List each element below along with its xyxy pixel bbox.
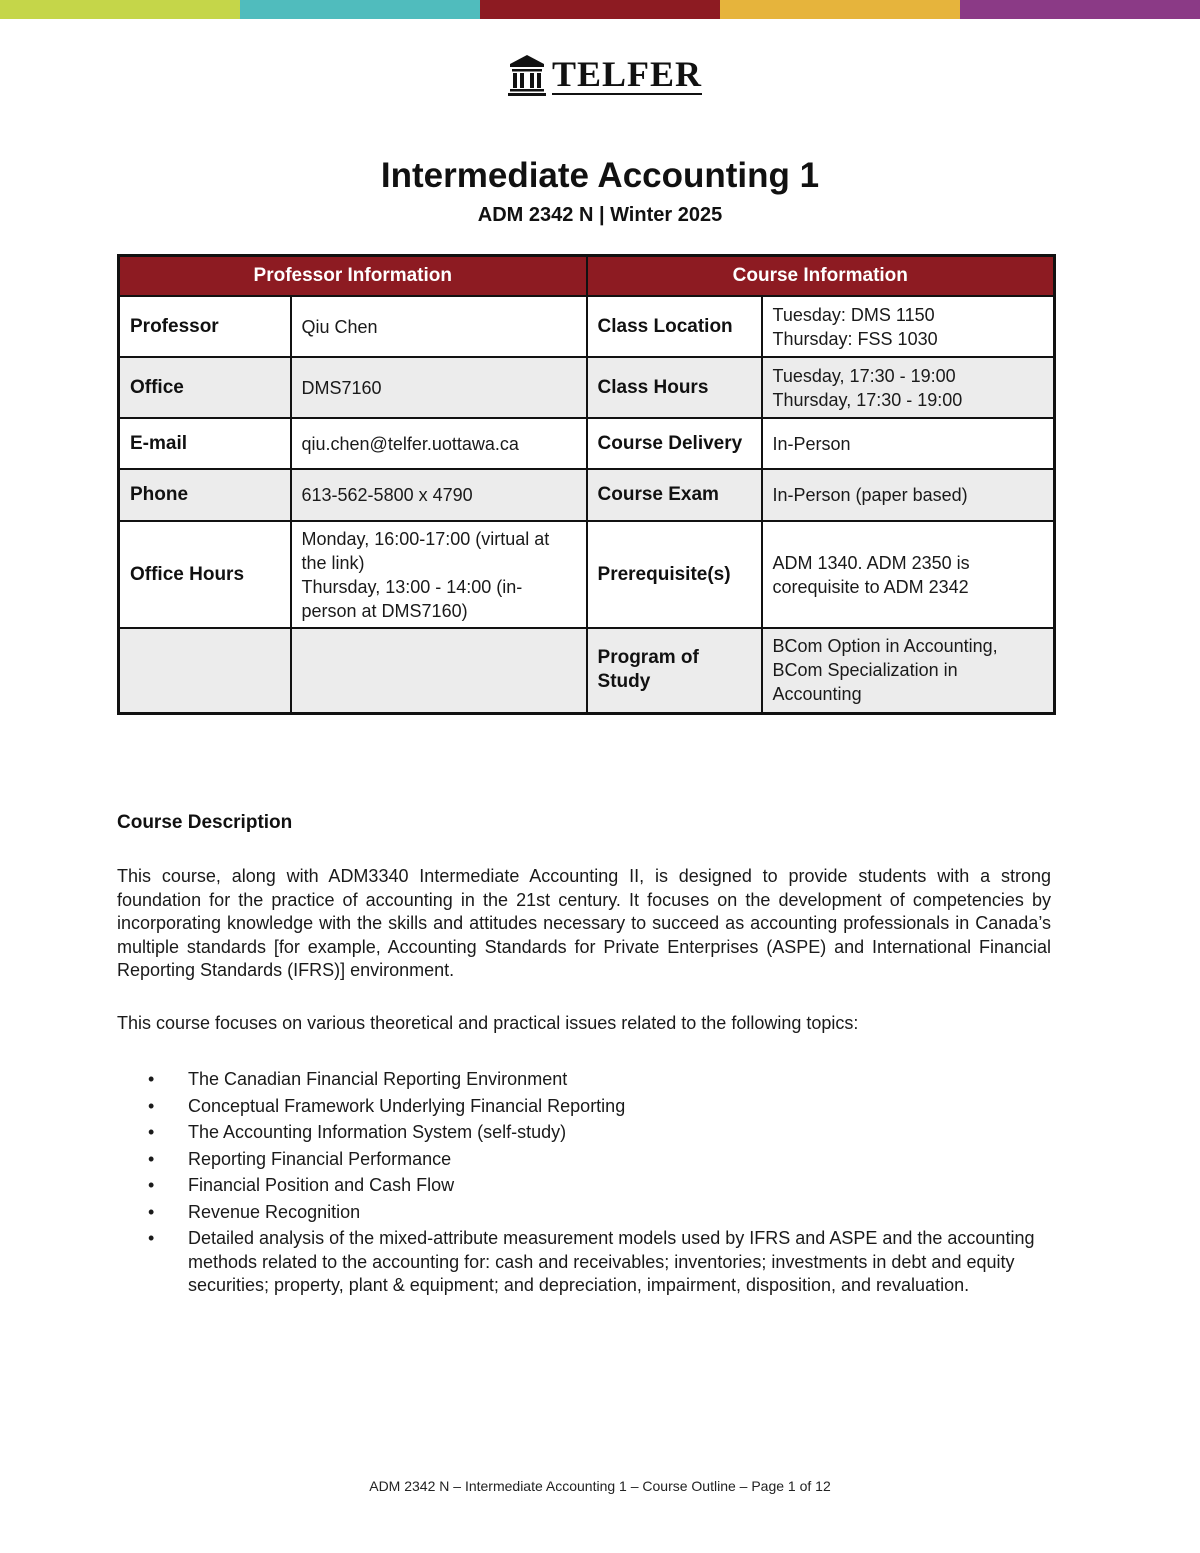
logo-wordmark: TELFER (552, 53, 703, 94)
topic-text: Conceptual Framework Underlying Financial Reporting (188, 1095, 626, 1116)
table-header-row (119, 256, 1055, 297)
course-delivery-label: Course Delivery (587, 418, 762, 469)
course-exam-value: In-Person (paper based) (762, 469, 1055, 521)
professor-value: Qiu Chen (291, 296, 587, 357)
page-footer: ADM 2342 N – Intermediate Accounting 1 – Course Outline – Page 1 of 12 (369, 1478, 831, 1494)
list-item (117, 1095, 1051, 1119)
class-location-label: Class Location (587, 296, 762, 357)
course-exam-label: Course Exam (587, 469, 762, 521)
list-item (117, 1148, 1051, 1172)
course-info-header: Course Information (587, 256, 1055, 297)
program-of-study-value: BCom Option in Accounting, BCom Specialization in Accounting (762, 628, 1055, 713)
building-columns-icon (508, 54, 546, 96)
topic-text: Revenue Recognition (188, 1201, 361, 1222)
office-hours-label: Office Hours (119, 521, 291, 628)
topic-text: The Accounting Information System (self-study) (188, 1122, 567, 1142)
email-value: qiu.chen@telfer.uottawa.ca (291, 418, 587, 469)
list-item (117, 1068, 1051, 1092)
email-label: E-mail (119, 418, 291, 469)
table-row (119, 418, 1055, 469)
topic-text: Financial Position and Cash Flow (188, 1175, 455, 1195)
topic-text: Reporting Financial Performance (188, 1148, 452, 1169)
list-item (117, 1174, 1051, 1198)
phone-value: 613-562-5800 x 4790 (291, 469, 587, 521)
bullet-icon: • (148, 1175, 155, 1195)
topic-text: Detailed analysis of the mixed-attribute measurement models used by IFRS and ASPE and the accounting methods related to the accounting for: cash and receivables; inventories; investments in debt and equity securities; property, plant & equipment; and depreciation, impairment, disposition, and revaluation. (188, 1228, 1035, 1295)
stripe-segment-4 (720, 0, 960, 19)
bullet-icon: • (148, 1228, 155, 1248)
program-of-study-label: Program of Study (587, 628, 762, 713)
topics-list (117, 1068, 1051, 1301)
office-label: Office (119, 357, 291, 418)
stripe-segment-5 (960, 0, 1200, 19)
list-item (117, 1227, 1051, 1298)
course-description-paragraph: This course, along with ADM3340 Intermediate Accounting II, is designed to provide students with a strong foundation for the practice of accounting in the 21st century. It focuses on the development of competencies by incorporating knowledge with the skills and attitudes necessary to succeed as accounting professionals in Canada’s multiple standards [for example, Accounting Standards for Private Enterprises (ASPE) and International Financial Reporting Standards (IFRS)] environment. (117, 866, 1051, 980)
empty-value-cell (291, 628, 587, 713)
color-stripe (0, 0, 1200, 19)
bullet-icon: • (148, 1201, 155, 1222)
list-item (117, 1201, 1051, 1225)
professor-info-header: Professor Information (119, 256, 587, 297)
class-hours-value: Tuesday, 17:30 - 19:00 Thursday, 17:30 - 19:00 (762, 357, 1055, 418)
phone-label: Phone (119, 469, 291, 521)
table-row (119, 296, 1055, 357)
topic-text: The Canadian Financial Reporting Environment (188, 1069, 568, 1089)
class-hours-label: Class Hours (587, 357, 762, 418)
office-hours-value: Monday, 16:00-17:00 (virtual at the link) Thursday, 13:00 - 14:00 (in-person at DMS7160) (291, 521, 587, 628)
prerequisites-value: ADM 1340. ADM 2350 is corequisite to ADM 2342 (762, 521, 1055, 628)
topics-intro-paragraph: This course focuses on various theoretical and practical issues related to the following topics: (117, 1013, 859, 1033)
office-value: DMS7160 (291, 357, 587, 418)
bullet-icon: • (148, 1095, 155, 1116)
page-subtitle: ADM 2342 N | Winter 2025 (477, 204, 723, 226)
class-location-value: Tuesday: DMS 1150 Thursday: FSS 1030 (762, 296, 1055, 357)
empty-label-cell (119, 628, 291, 713)
table-row (119, 357, 1055, 418)
stripe-segment-1 (0, 0, 240, 19)
page-title: Intermediate Accounting 1 (380, 156, 820, 195)
prerequisites-label: Prerequisite(s) (587, 521, 762, 628)
telfer-logo (508, 52, 702, 98)
course-delivery-value: In-Person (762, 418, 1055, 469)
list-item (117, 1121, 1051, 1145)
table-row (119, 469, 1055, 521)
stripe-segment-3 (480, 0, 720, 19)
table-row (119, 521, 1055, 628)
bullet-icon: • (148, 1069, 155, 1089)
bullet-icon: • (148, 1148, 155, 1169)
stripe-segment-2 (240, 0, 480, 19)
course-description-heading: Course Description (117, 812, 293, 833)
professor-label: Professor (119, 296, 291, 357)
table-row (119, 628, 1055, 713)
bullet-icon: • (148, 1122, 155, 1142)
course-info-table (117, 254, 1056, 715)
